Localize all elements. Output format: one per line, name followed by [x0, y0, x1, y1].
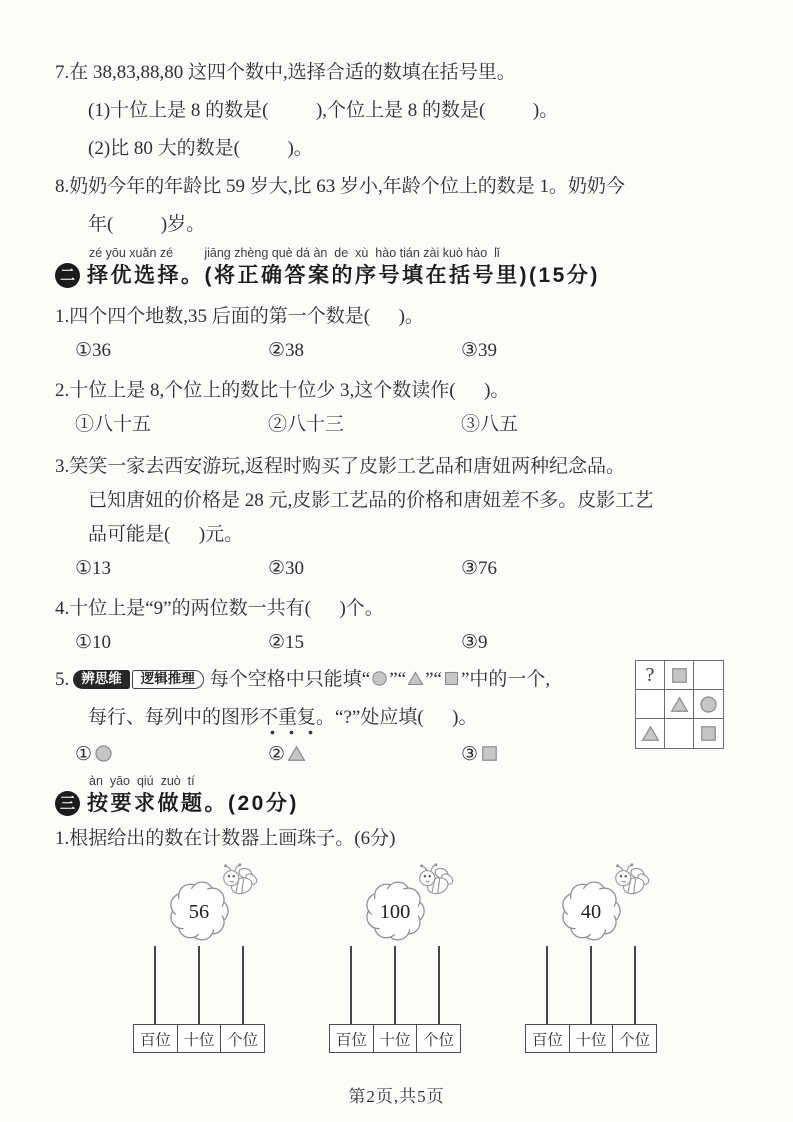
- s2-question-4-text: 4.十位上是“9”的两位数一共有( )个。: [55, 598, 384, 619]
- grid-cell-empty: [694, 661, 723, 690]
- q5-text-segment: ”“: [425, 669, 442, 690]
- section-3-header: [55, 774, 745, 818]
- tens-label: 十位: [178, 1025, 222, 1052]
- place-value-labels: [133, 1024, 265, 1053]
- option-2: ②30: [268, 558, 305, 579]
- counter-3: [525, 878, 657, 1053]
- counter-rods: [329, 946, 461, 1024]
- s2-question-3-text-end: 品可能是( )元。: [88, 524, 244, 545]
- s2-question-3-text: 3.笑笑一家去西安游玩,返程时购买了皮影工艺品和唐妞两种纪念品。: [55, 456, 626, 477]
- hundreds-rod: [154, 946, 156, 1024]
- place-value-labels: [329, 1024, 461, 1053]
- s2-question-1-options: [55, 334, 745, 368]
- q5-text-segment: 。“?”处应填( )。: [316, 707, 478, 728]
- s3-question-1-text: 1.根据给出的数在计数器上画珠子。(6分): [55, 828, 396, 849]
- option-1: ①13: [75, 558, 112, 579]
- ones-label: 个位: [619, 1031, 651, 1049]
- grid-cell-square: [665, 661, 694, 690]
- page-number: 第2页,共5页: [348, 1087, 445, 1106]
- question-8-text: 8.奶奶今年的年龄比 59 岁大,比 63 岁小,年龄个位上的数是 1。奶奶今: [55, 176, 626, 197]
- option-2: ②八十三: [268, 414, 345, 435]
- grid-cell-circle: [694, 690, 723, 719]
- thinking-skill-badge: 辨思维: [73, 670, 130, 689]
- tens-rod: [198, 946, 200, 1024]
- counter-1: [133, 878, 265, 1053]
- counter-value: 100: [379, 900, 411, 923]
- counter-rods: [525, 946, 657, 1024]
- option-3: ③76: [461, 558, 498, 579]
- question-7-text: 7.在 38,83,88,80 这四个数中,选择合适的数填在括号里。: [55, 62, 516, 83]
- option-1: [75, 738, 268, 772]
- s2-question-1-text: 1.四个四个地数,35 后面的第一个数是( )。: [55, 306, 424, 327]
- option-2: ②38: [268, 340, 305, 361]
- q5-text-segment: 每行、每列中的图形: [88, 707, 260, 728]
- s2-question-4-options: [55, 626, 745, 660]
- section-3-title: 按要求做题。(20分): [87, 792, 299, 815]
- section-2-pinyin: zé yōu xuǎn zé jiāng zhèng què dá àn de xù hào tián zài kuò hào lǐ: [89, 246, 500, 260]
- s2-question-2-text: 2.十位上是 8,个位上的数比十位少 3,这个数读作( )。: [55, 380, 510, 401]
- ones-label: 个位: [227, 1031, 259, 1049]
- tens-rod: [590, 946, 592, 1024]
- hundreds-label: 百位: [526, 1025, 570, 1052]
- question-number: 5.: [55, 669, 70, 690]
- ones-label: 个位: [423, 1031, 455, 1049]
- option-3: ③9: [461, 632, 488, 653]
- q5-text-segment: ”中的一个,: [460, 669, 551, 690]
- s2-question-5-text-cont: [55, 698, 670, 738]
- s2-question-3-options: [55, 552, 745, 586]
- question-8-text-cont: 年( )岁。: [88, 214, 206, 235]
- hundreds-label: 百位: [134, 1025, 178, 1052]
- option-1: ①10: [75, 632, 112, 653]
- ones-rod: [634, 946, 636, 1024]
- grid-cell-square: [694, 719, 723, 748]
- option-label: ③: [461, 744, 479, 765]
- grid-cell-triangle: [636, 719, 665, 748]
- place-value-labels: [525, 1024, 657, 1053]
- section-2-header: [55, 246, 745, 290]
- grid-cell-empty: [636, 690, 665, 719]
- option-3: ③39: [461, 340, 498, 361]
- s2-question-5-text: [55, 662, 637, 698]
- tens-label: 十位: [570, 1025, 614, 1052]
- option-2: ②15: [268, 632, 305, 653]
- section-3-number-icon: 三: [55, 791, 80, 816]
- s2-question-5: [55, 662, 745, 772]
- number-flower: [160, 878, 238, 944]
- tens-label: 十位: [374, 1025, 418, 1052]
- grid-cell-triangle: [665, 690, 694, 719]
- counters-row: [133, 862, 745, 1053]
- q5-text-segment: 每个空格中只能填“: [209, 669, 371, 690]
- option-1: ①36: [75, 340, 112, 361]
- ones-rod: [242, 946, 244, 1024]
- logic-reasoning-badge: 逻辑推理: [132, 670, 204, 689]
- square-icon: [478, 744, 500, 765]
- circle-icon: [370, 669, 389, 690]
- ones-rod: [438, 946, 440, 1024]
- circle-icon: [92, 744, 114, 765]
- q5-emphasized-text: 不重复: [259, 707, 316, 735]
- q5-text-segment: ”“: [389, 669, 407, 690]
- square-icon: [442, 669, 461, 690]
- number-flower: [552, 878, 630, 944]
- option-3: ③八五: [461, 414, 519, 435]
- s2-question-2-options: [55, 408, 745, 442]
- bee-icon: [608, 863, 650, 899]
- bee-icon: [216, 863, 258, 899]
- section-2-number-icon: 二: [55, 263, 80, 288]
- question-7-part-2: (2)比 80 大的数是( )。: [88, 138, 313, 159]
- s2-question-3-text-cont: 已知唐妞的价格是 28 元,皮影工艺品的价格和唐妞差不多。皮影工艺: [88, 490, 654, 511]
- grid-cell-question: ?: [636, 661, 665, 690]
- section-2-title: 择优选择。(将正确答案的序号填在括号里)(15分): [87, 264, 600, 287]
- option-label: ②: [268, 744, 286, 765]
- option-label: ①: [75, 744, 93, 765]
- logic-grid: [635, 660, 724, 749]
- option-2: [268, 738, 461, 772]
- counter-value: 40: [580, 900, 602, 923]
- counter-rods: [133, 946, 265, 1024]
- option-1: ①八十五: [75, 414, 152, 435]
- question-7-part-1: (1)十位上是 8 的数是( ),个位上是 8 的数是( )。: [88, 100, 559, 121]
- number-flower: [356, 878, 434, 944]
- grid-cell-empty: [665, 719, 694, 748]
- hundreds-rod: [546, 946, 548, 1024]
- hundreds-label: 百位: [330, 1025, 374, 1052]
- counter-value: 56: [188, 900, 210, 923]
- triangle-icon: [406, 669, 425, 690]
- tens-rod: [394, 946, 396, 1024]
- hundreds-rod: [350, 946, 352, 1024]
- triangle-icon: [285, 744, 307, 765]
- counter-2: [329, 878, 461, 1053]
- option-3: [461, 738, 500, 772]
- section-3-pinyin: àn yāo qiú zuò tí: [89, 774, 195, 788]
- bee-icon: [412, 863, 454, 899]
